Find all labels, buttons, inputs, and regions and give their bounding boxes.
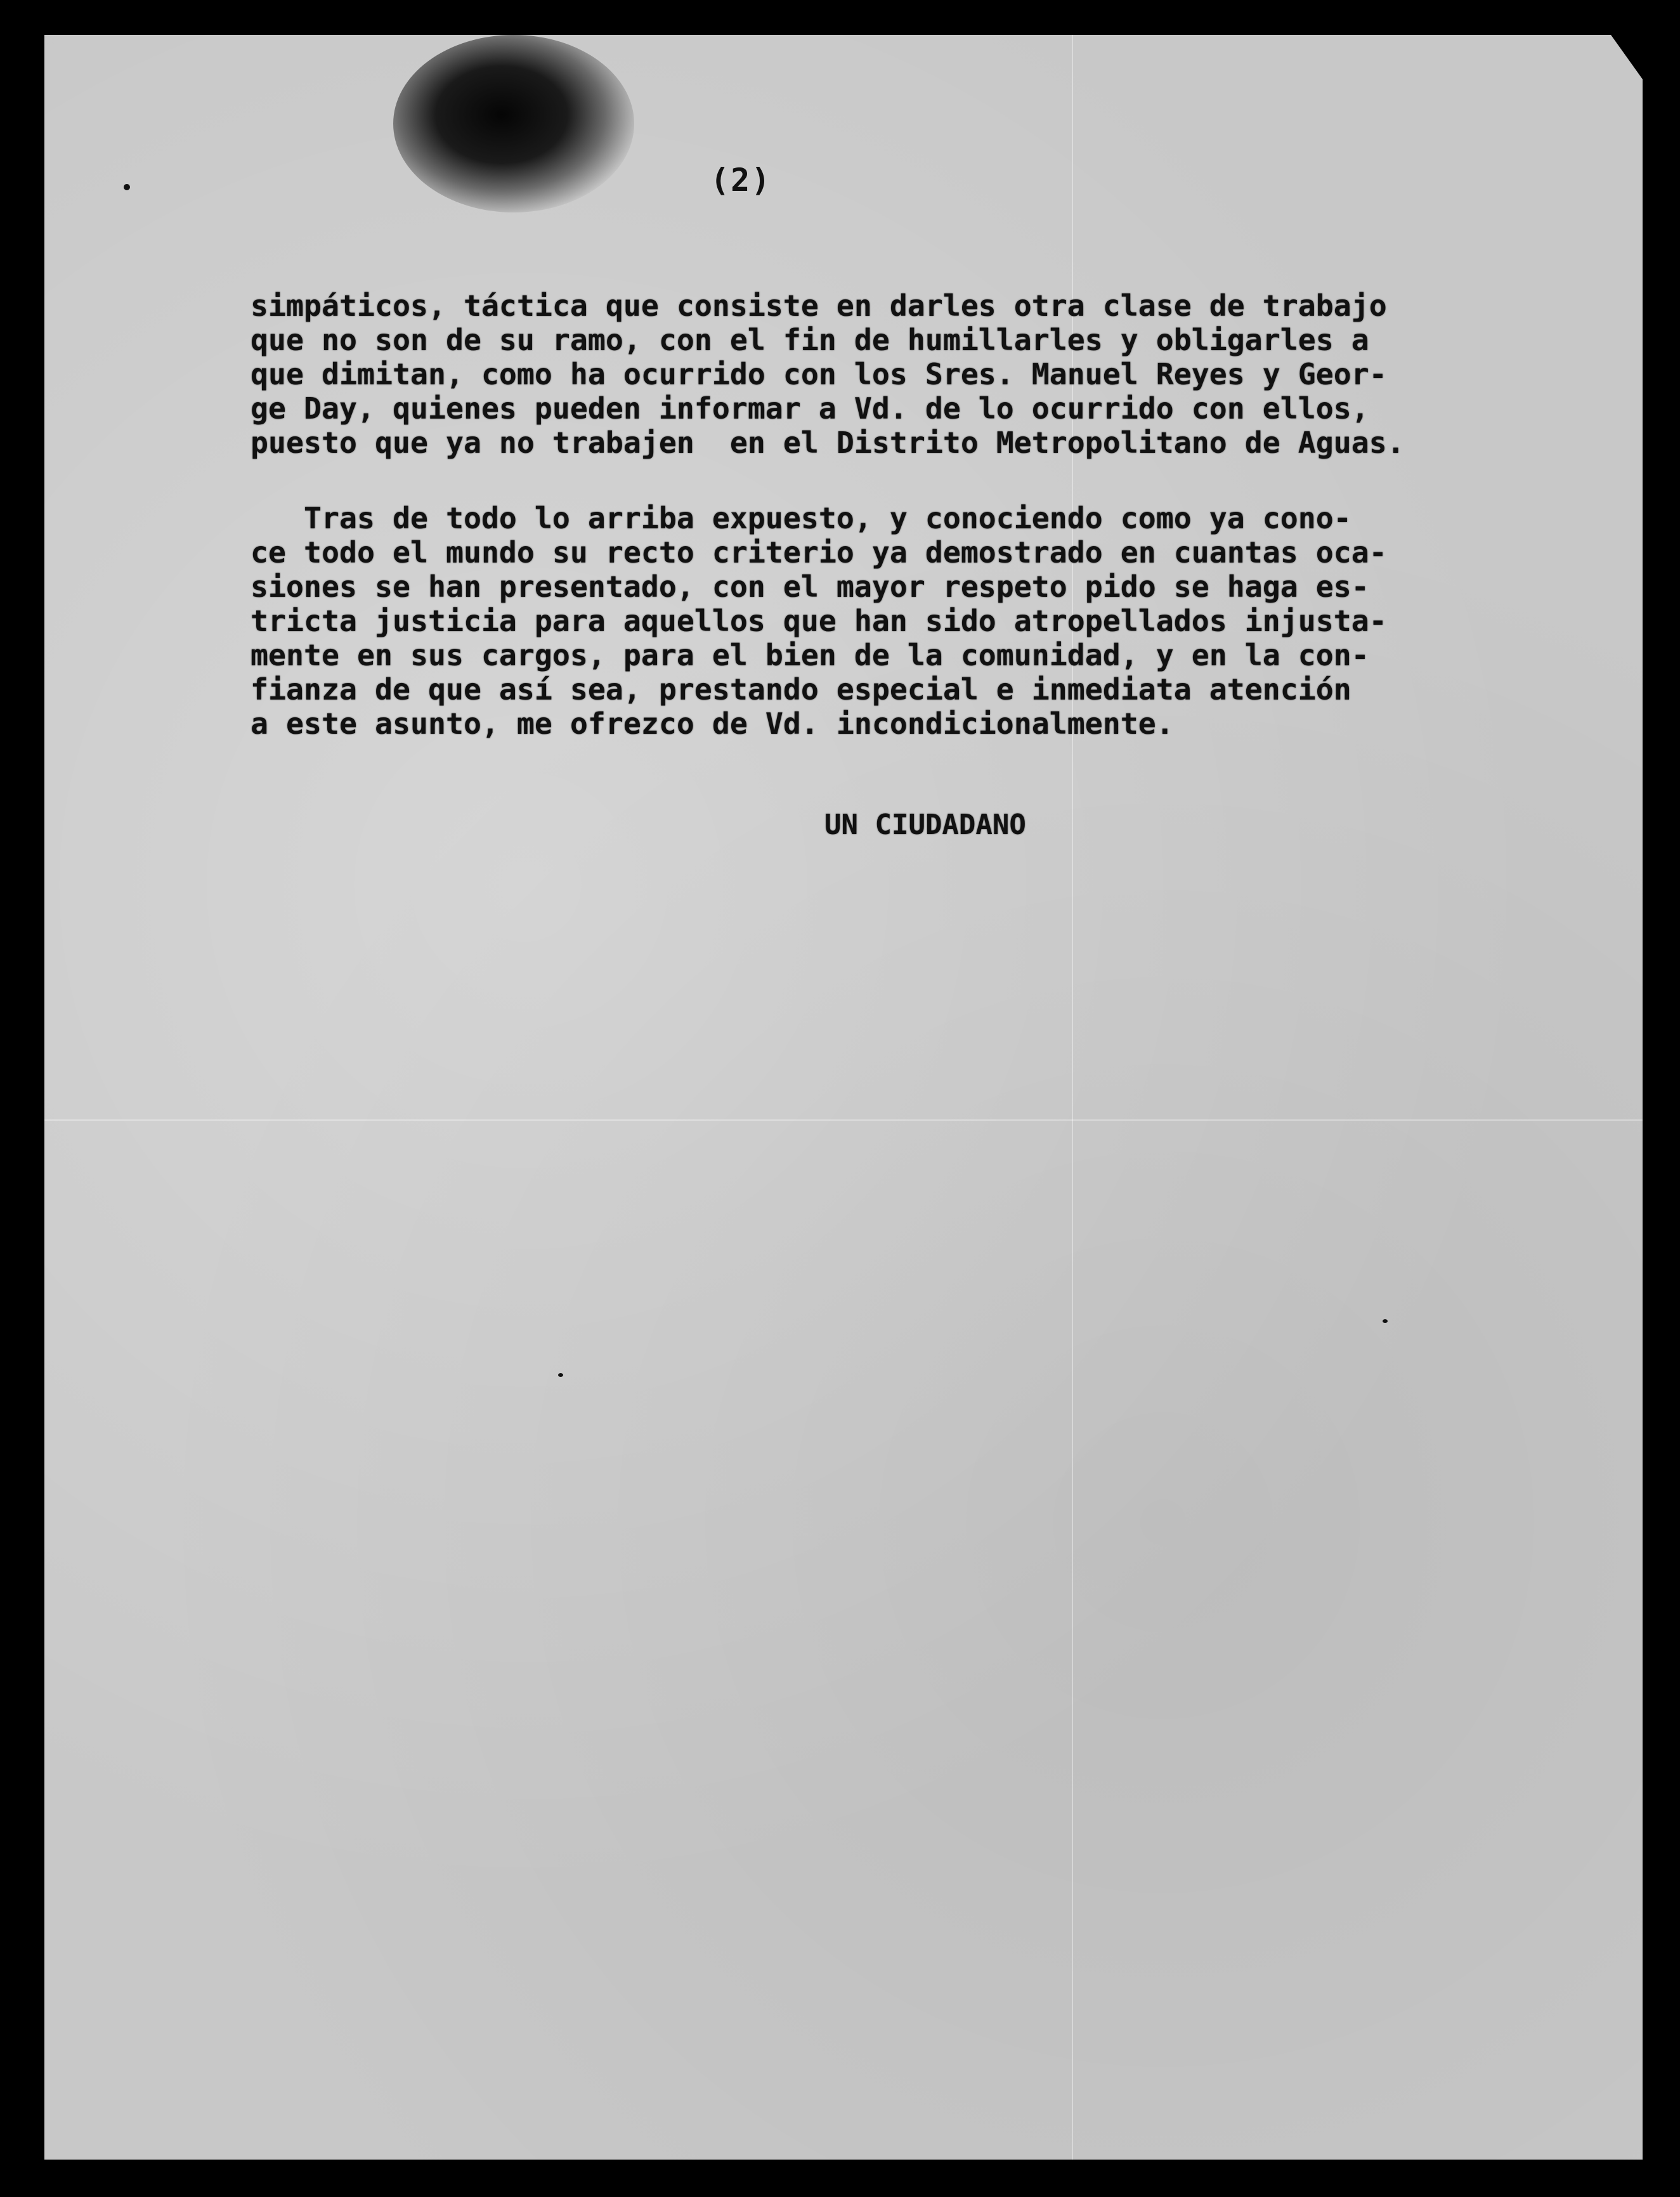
text-line: tricta justicia para aquellos que han sido atropellados injusta- [251,604,1387,638]
speck-mark [124,184,130,190]
paragraph-gap [251,460,1341,501]
ink-stain [393,35,634,212]
text-line: mente en sus cargos, para el bien de la comunidad, y en la con- [251,638,1369,672]
text-line: Tras de todo lo arriba expuesto, y conociendo como ya cono- [251,501,1351,535]
text-line: ge Day, quienes pueden informar a Vd. de lo ocurrido con ellos, [251,391,1369,426]
text-line: que no son de su ramo, con el fin de humillarles y obligarles a [251,323,1369,357]
text-line: simpáticos, táctica que consiste en darles otra clase de trabajo [251,289,1387,323]
text-line: siones se han presentado, con el mayor respeto pido se haga es- [251,570,1369,604]
speck-mark [1383,1319,1388,1323]
horizontal-fold-line [44,1119,1643,1121]
text-line: ce todo el mundo su recto criterio ya demostrado en cuantas oca- [251,535,1387,570]
speck-mark [558,1373,563,1377]
text-line: que dimitan, como ha ocurrido con los Sres. Manuel Reyes y Geor- [251,357,1387,391]
text-line: puesto que ya no trabajen en el Distrito Metropolitano de Aguas. [251,426,1405,460]
text-line: a este asunto, me ofrezco de Vd. incondicionalmente. [251,707,1174,741]
text-line: fianza de que así sea, prestando especial e inmediata atención [251,672,1351,707]
page-number: (2) [710,162,772,199]
letter-body [251,289,1405,741]
signature: UN CIUDADANO [824,809,1026,841]
